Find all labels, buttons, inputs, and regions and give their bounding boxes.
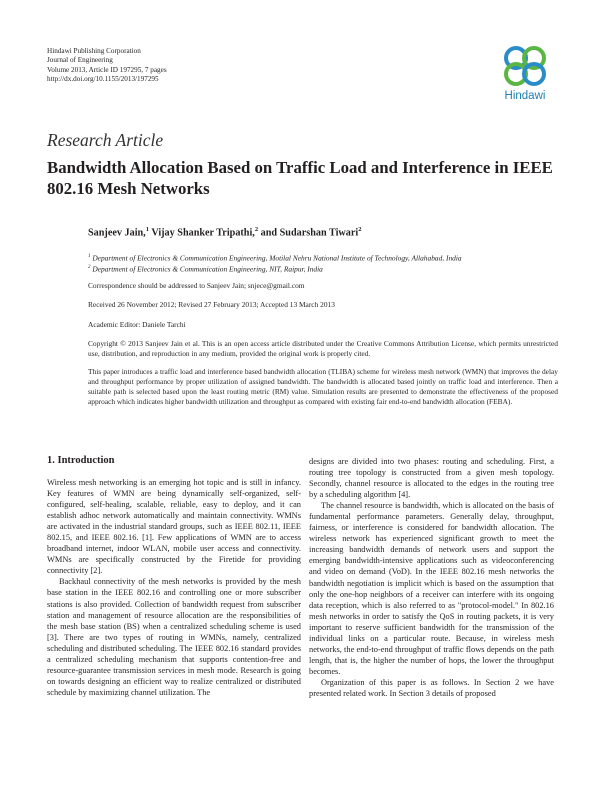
affiliation-1 (88, 252, 558, 263)
author-affil-sup: 2 (254, 226, 259, 233)
paragraph: Wireless mesh networking is an emerging hot topic and is still in infancy. Key features of WMN are being dynamically self-organized, self-configured, self-healing, scalable, reliable, easy to deploy, and it can establish adhoc network automatically and maintain connectivity. WMNs are activated in the industrial standard groups, such as IEEE 802.11, IEEE 802.15, and IEEE 802.16. [1]. Few applications of WMN are to access broadband internet, indoor WLAN, mobile user access and connectivity. WMNs are specifically constructed by the Firetide for providing connectivity [2]. (47, 478, 301, 576)
section-heading: 1. Introduction (47, 455, 115, 466)
paragraph: Backhaul connectivity of the mesh networks is provided by the mesh base station in the IEEE 802.16 and controlling one or more subscriber stations is also provided. Collection of bandwidth request from subscriber station and management of resource allocation are the responsibilities of the mesh base station (BS) when a centralized scheduling scheme is used [3]. There are two types of routing in WMNs, namely, centralized scheduling and distributed scheduling. The IEEE 802.16 standard provides a centralized scheduling mechanism that supports contention-free and resource-guarantee transmission services in mesh mode. Research is going on towards designing an efficient way to realize centralized or distributed schedule by maximizing channel utilization. The (47, 577, 301, 697)
left-column (47, 477, 301, 698)
publisher-line: Hindawi Publishing Corporation (47, 47, 141, 55)
paragraph: Organization of this paper is as follows. In Section 2 we have presented related work. In Section 3 details of proposed (309, 677, 554, 698)
abstract: This paper introduces a traffic load and interference based bandwidth allocation (TLIBA) scheme for wireless mesh network (WMN) that improves the delay and throughput performance by proper utilization of assigned bandwidth. The bandwidth is allocated based jointly on traffic load and interference. Then a suitable path is selected based upon the least routing metric (RM) value. Simulation results are presented to demonstrate the effectiveness of the proposed approach which indicates higher bandwidth utilization and throughput as compared with existing fair end-to-end bandwidth allocation (FEBA). (88, 367, 558, 406)
paragraph: designs are divided into two phases: routing and scheduling. First, a routing tree topology is constructed from a given mesh topology. Secondly, channel resource is allocated to the edges in the routing tree by a scheduling algorithm [4]. (309, 457, 554, 500)
affiliation-text: Department of Electronics & Communication Engineering, NIT, Raipur, India (90, 264, 323, 274)
affiliation-text: Department of Electronics & Communication Engineering, Motilal Nehru National Institute of Technology, Allahabad, India (90, 253, 462, 263)
article-type: Research Article (47, 130, 164, 150)
author-name: Vijay Shanker Tripathi, (148, 227, 255, 239)
copyright-notice: Copyright © 2013 Sanjeev Jain et al. This is an open access article distributed under the Creative Commons Attribution License, which permits unrestricted use, distribution, and reproduction in any medium, provided the original work is properly cited. (88, 339, 558, 358)
correspondence: Correspondence should be addressed to Sanjeev Jain; snjece@gmail.com (88, 281, 305, 290)
affiliation-sup: 2 (88, 265, 91, 271)
author-name: Sanjeev Jain, (88, 227, 146, 239)
logo-wordmark: Hindawi (504, 90, 546, 102)
article-dates: Received 26 November 2012; Revised 27 February 2013; Accepted 13 March 2013 (88, 300, 335, 309)
affiliation-sup: 1 (88, 254, 91, 259)
doi-link[interactable]: http://dx.doi.org/10.1155/2013/197295 (47, 75, 159, 84)
affiliation-2 (88, 263, 558, 274)
volume-line: Volume 2013, Article ID 197295, 7 pages (47, 65, 167, 74)
paragraph: The channel resource is bandwidth, which is allocated on the basis of fundamental performance parameters. Generally delay, throughput, fairness, or interference is considered for bandwidth allocation. The wireless network has experienced significant growth to meet the increasing bandwidth demands of network users and support the emerging bandwidth-intensive applications such as videoconferencing and video on demand (VoD). In the IEEE 802.16 mesh networks the bandwidth negotiation is implicit which is based on the assumption that only the one-hop neighbors of a receiver can interfere with its ongoing data reception, which is also referred to as "protocol-model." In 802.16 mesh networks in order to satisfy the QoS in routing packets, it is very important to reserve sufficient bandwidth for the transmission of the individual links on a particular route. Because, in wireless mesh networks, the end-to-end throughput of traffic flows depends on the path length, that is, the higher the number of hops, the lower the throughput becomes. (309, 501, 554, 676)
paper-title: Bandwidth Allocation Based on Traffic Load and Interference in IEEE 802.16 Mesh Networks (47, 158, 553, 198)
author-affil-sup: 2 (358, 226, 362, 233)
journal-header (47, 47, 167, 85)
journal-name: Journal of Engineering (47, 56, 113, 65)
right-column (309, 456, 554, 699)
academic-editor: Academic Editor: Daniele Tarchi (88, 320, 186, 329)
author-list (88, 226, 362, 238)
author-affil-sup: 1 (145, 226, 149, 233)
hindawi-logo-icon (494, 42, 556, 90)
affiliations (88, 252, 558, 275)
author-name: and Sudarshan Tiwari (258, 227, 359, 239)
hindawi-logo (494, 42, 556, 108)
